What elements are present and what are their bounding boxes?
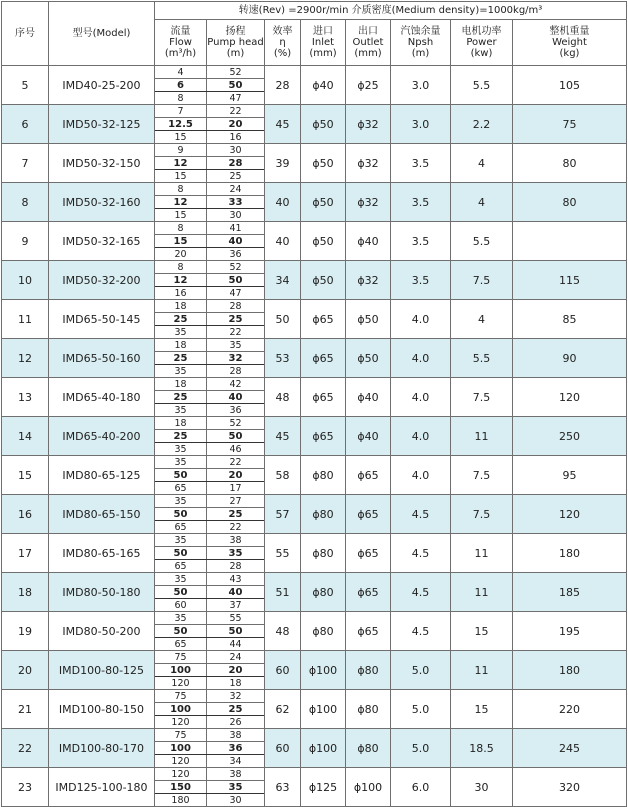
outlet-cell: ϕ80 bbox=[346, 690, 391, 729]
inlet-cell: ϕ65 bbox=[301, 378, 346, 417]
npsh-cell: 4.0 bbox=[391, 339, 451, 378]
efficiency-cell: 51 bbox=[265, 573, 301, 612]
head-value: 20 bbox=[207, 469, 265, 482]
row-number: 23 bbox=[2, 768, 49, 807]
efficiency-cell: 50 bbox=[265, 300, 301, 339]
flow-value: 16 bbox=[155, 287, 207, 300]
outlet-cell: ϕ80 bbox=[346, 729, 391, 768]
row-number: 19 bbox=[2, 612, 49, 651]
head-value: 32 bbox=[207, 690, 265, 703]
weight-cell: 105 bbox=[513, 66, 627, 105]
npsh-cell: 4.5 bbox=[391, 534, 451, 573]
head-value: 50 bbox=[207, 625, 265, 638]
outlet-cell: ϕ65 bbox=[346, 456, 391, 495]
efficiency-cell: 48 bbox=[265, 378, 301, 417]
inlet-cell: ϕ100 bbox=[301, 651, 346, 690]
head-value: 28 bbox=[207, 157, 265, 170]
npsh-cell: 6.0 bbox=[391, 768, 451, 807]
weight-cell: 115 bbox=[513, 261, 627, 300]
weight-cell: 90 bbox=[513, 339, 627, 378]
weight-cell: 250 bbox=[513, 417, 627, 456]
npsh-cell: 5.0 bbox=[391, 729, 451, 768]
header-head: 扬程 Pump head (m) bbox=[207, 20, 265, 66]
flow-value: 8 bbox=[155, 92, 207, 105]
weight-cell: 220 bbox=[513, 690, 627, 729]
weight-cell: 80 bbox=[513, 144, 627, 183]
head-value: 55 bbox=[207, 612, 265, 625]
row-number: 21 bbox=[2, 690, 49, 729]
power-cell: 5.5 bbox=[451, 66, 513, 105]
flow-value: 50 bbox=[155, 586, 207, 599]
table-row bbox=[2, 768, 627, 781]
npsh-cell: 4.5 bbox=[391, 612, 451, 651]
npsh-cell: 3.5 bbox=[391, 144, 451, 183]
npsh-cell: 5.0 bbox=[391, 651, 451, 690]
table-row bbox=[2, 66, 627, 79]
head-value: 36 bbox=[207, 742, 265, 755]
efficiency-cell: 39 bbox=[265, 144, 301, 183]
flow-value: 75 bbox=[155, 729, 207, 742]
efficiency-cell: 57 bbox=[265, 495, 301, 534]
head-value: 36 bbox=[207, 404, 265, 417]
flow-value: 12 bbox=[155, 196, 207, 209]
inlet-cell: ϕ50 bbox=[301, 105, 346, 144]
flow-value: 18 bbox=[155, 378, 207, 391]
flow-value: 100 bbox=[155, 742, 207, 755]
inlet-cell: ϕ50 bbox=[301, 261, 346, 300]
header-outlet: 出口 Outlet (mm) bbox=[346, 20, 391, 66]
weight-cell: 245 bbox=[513, 729, 627, 768]
weight-cell bbox=[513, 222, 627, 261]
header-flow: 流量 Flow (m³/h) bbox=[155, 20, 207, 66]
npsh-cell: 4.5 bbox=[391, 495, 451, 534]
flow-value: 35 bbox=[155, 612, 207, 625]
head-value: 52 bbox=[207, 66, 265, 79]
power-cell: 4 bbox=[451, 183, 513, 222]
model-cell: IMD65-50-160 bbox=[49, 339, 155, 378]
header-weight: 整机重量 Weight (kg) bbox=[513, 20, 627, 66]
outlet-cell: ϕ50 bbox=[346, 300, 391, 339]
npsh-cell: 3.5 bbox=[391, 183, 451, 222]
inlet-cell: ϕ80 bbox=[301, 456, 346, 495]
power-cell: 5.5 bbox=[451, 222, 513, 261]
head-value: 43 bbox=[207, 573, 265, 586]
flow-value: 8 bbox=[155, 183, 207, 196]
model-cell: IMD100-80-125 bbox=[49, 651, 155, 690]
flow-value: 120 bbox=[155, 768, 207, 781]
head-value: 35 bbox=[207, 781, 265, 794]
efficiency-cell: 62 bbox=[265, 690, 301, 729]
efficiency-cell: 28 bbox=[265, 66, 301, 105]
head-value: 22 bbox=[207, 456, 265, 469]
row-number: 7 bbox=[2, 144, 49, 183]
head-value: 34 bbox=[207, 755, 265, 768]
efficiency-cell: 60 bbox=[265, 729, 301, 768]
flow-value: 6 bbox=[155, 79, 207, 92]
model-cell: IMD40-25-200 bbox=[49, 66, 155, 105]
outlet-cell: ϕ25 bbox=[346, 66, 391, 105]
power-cell: 15 bbox=[451, 612, 513, 651]
head-value: 28 bbox=[207, 560, 265, 573]
flow-value: 65 bbox=[155, 560, 207, 573]
flow-value: 18 bbox=[155, 417, 207, 430]
power-cell: 7.5 bbox=[451, 495, 513, 534]
flow-value: 35 bbox=[155, 495, 207, 508]
head-value: 25 bbox=[207, 313, 265, 326]
head-value: 52 bbox=[207, 261, 265, 274]
flow-value: 75 bbox=[155, 651, 207, 664]
row-number: 15 bbox=[2, 456, 49, 495]
table-row bbox=[2, 495, 627, 508]
model-cell: IMD65-50-145 bbox=[49, 300, 155, 339]
weight-cell: 80 bbox=[513, 183, 627, 222]
power-cell: 18.5 bbox=[451, 729, 513, 768]
flow-value: 15 bbox=[155, 209, 207, 222]
table-row bbox=[2, 300, 627, 313]
outlet-cell: ϕ65 bbox=[346, 573, 391, 612]
inlet-cell: ϕ80 bbox=[301, 612, 346, 651]
head-value: 25 bbox=[207, 170, 265, 183]
weight-cell: 180 bbox=[513, 534, 627, 573]
outlet-cell: ϕ32 bbox=[346, 105, 391, 144]
head-value: 28 bbox=[207, 365, 265, 378]
flow-value: 25 bbox=[155, 391, 207, 404]
model-cell: IMD100-80-170 bbox=[49, 729, 155, 768]
head-value: 38 bbox=[207, 768, 265, 781]
inlet-cell: ϕ50 bbox=[301, 183, 346, 222]
npsh-cell: 3.5 bbox=[391, 261, 451, 300]
efficiency-cell: 63 bbox=[265, 768, 301, 807]
outlet-cell: ϕ40 bbox=[346, 378, 391, 417]
flow-value: 50 bbox=[155, 547, 207, 560]
outlet-cell: ϕ32 bbox=[346, 183, 391, 222]
head-value: 30 bbox=[207, 144, 265, 157]
row-number: 9 bbox=[2, 222, 49, 261]
weight-cell: 95 bbox=[513, 456, 627, 495]
flow-value: 120 bbox=[155, 755, 207, 768]
flow-value: 150 bbox=[155, 781, 207, 794]
flow-value: 12 bbox=[155, 157, 207, 170]
table-row bbox=[2, 690, 627, 703]
flow-value: 35 bbox=[155, 573, 207, 586]
head-value: 46 bbox=[207, 443, 265, 456]
table-row bbox=[2, 378, 627, 391]
header-speed-density: 转速(Rev) =2900r/min 介质密度(Medium density)=1000kg/m³ bbox=[155, 2, 627, 20]
outlet-cell: ϕ65 bbox=[346, 495, 391, 534]
row-number: 10 bbox=[2, 261, 49, 300]
efficiency-cell: 40 bbox=[265, 183, 301, 222]
flow-value: 18 bbox=[155, 300, 207, 313]
head-value: 22 bbox=[207, 521, 265, 534]
model-cell: IMD50-32-160 bbox=[49, 183, 155, 222]
efficiency-cell: 58 bbox=[265, 456, 301, 495]
flow-value: 12.5 bbox=[155, 118, 207, 131]
model-cell: IMD100-80-150 bbox=[49, 690, 155, 729]
header-npsh: 汽蚀余量 Npsh (m) bbox=[391, 20, 451, 66]
power-cell: 11 bbox=[451, 651, 513, 690]
table-row bbox=[2, 417, 627, 430]
efficiency-cell: 48 bbox=[265, 612, 301, 651]
npsh-cell: 3.0 bbox=[391, 66, 451, 105]
flow-value: 7 bbox=[155, 105, 207, 118]
weight-cell: 120 bbox=[513, 378, 627, 417]
model-cell: IMD50-32-165 bbox=[49, 222, 155, 261]
head-value: 40 bbox=[207, 586, 265, 599]
inlet-cell: ϕ80 bbox=[301, 573, 346, 612]
header-power: 电机功率 Power (kw) bbox=[451, 20, 513, 66]
head-value: 27 bbox=[207, 495, 265, 508]
flow-value: 15 bbox=[155, 131, 207, 144]
head-value: 24 bbox=[207, 651, 265, 664]
inlet-cell: ϕ65 bbox=[301, 300, 346, 339]
flow-value: 65 bbox=[155, 638, 207, 651]
row-number: 16 bbox=[2, 495, 49, 534]
flow-value: 9 bbox=[155, 144, 207, 157]
flow-value: 25 bbox=[155, 313, 207, 326]
flow-value: 50 bbox=[155, 469, 207, 482]
row-number: 18 bbox=[2, 573, 49, 612]
row-number: 12 bbox=[2, 339, 49, 378]
flow-value: 25 bbox=[155, 430, 207, 443]
efficiency-cell: 45 bbox=[265, 417, 301, 456]
power-cell: 7.5 bbox=[451, 378, 513, 417]
model-cell: IMD80-50-180 bbox=[49, 573, 155, 612]
outlet-cell: ϕ32 bbox=[346, 261, 391, 300]
table-row bbox=[2, 729, 627, 742]
power-cell: 30 bbox=[451, 768, 513, 807]
table-row bbox=[2, 534, 627, 547]
head-value: 37 bbox=[207, 599, 265, 612]
header-inlet: 进口 Inlet (mm) bbox=[301, 20, 346, 66]
head-value: 35 bbox=[207, 547, 265, 560]
head-value: 38 bbox=[207, 729, 265, 742]
efficiency-cell: 53 bbox=[265, 339, 301, 378]
inlet-cell: ϕ40 bbox=[301, 66, 346, 105]
head-value: 33 bbox=[207, 196, 265, 209]
outlet-cell: ϕ80 bbox=[346, 651, 391, 690]
power-cell: 15 bbox=[451, 690, 513, 729]
flow-value: 120 bbox=[155, 716, 207, 729]
flow-value: 15 bbox=[155, 170, 207, 183]
power-cell: 7.5 bbox=[451, 456, 513, 495]
model-cell: IMD50-32-200 bbox=[49, 261, 155, 300]
flow-value: 60 bbox=[155, 599, 207, 612]
head-value: 38 bbox=[207, 534, 265, 547]
power-cell: 2.2 bbox=[451, 105, 513, 144]
row-number: 14 bbox=[2, 417, 49, 456]
table-row bbox=[2, 105, 627, 118]
outlet-cell: ϕ50 bbox=[346, 339, 391, 378]
weight-cell: 195 bbox=[513, 612, 627, 651]
flow-value: 75 bbox=[155, 690, 207, 703]
weight-cell: 120 bbox=[513, 495, 627, 534]
head-value: 20 bbox=[207, 664, 265, 677]
flow-value: 8 bbox=[155, 261, 207, 274]
head-value: 40 bbox=[207, 391, 265, 404]
flow-value: 4 bbox=[155, 66, 207, 79]
inlet-cell: ϕ50 bbox=[301, 222, 346, 261]
spec-table-container bbox=[1, 1, 627, 807]
flow-value: 35 bbox=[155, 404, 207, 417]
row-number: 6 bbox=[2, 105, 49, 144]
model-cell: IMD65-40-180 bbox=[49, 378, 155, 417]
flow-value: 35 bbox=[155, 443, 207, 456]
head-value: 47 bbox=[207, 287, 265, 300]
model-cell: IMD50-32-150 bbox=[49, 144, 155, 183]
flow-value: 15 bbox=[155, 235, 207, 248]
npsh-cell: 5.0 bbox=[391, 690, 451, 729]
head-value: 41 bbox=[207, 222, 265, 235]
efficiency-cell: 34 bbox=[265, 261, 301, 300]
row-number: 13 bbox=[2, 378, 49, 417]
head-value: 25 bbox=[207, 703, 265, 716]
npsh-cell: 4.0 bbox=[391, 456, 451, 495]
flow-value: 35 bbox=[155, 326, 207, 339]
efficiency-cell: 60 bbox=[265, 651, 301, 690]
flow-value: 35 bbox=[155, 365, 207, 378]
pump-spec-table bbox=[1, 1, 627, 807]
inlet-cell: ϕ125 bbox=[301, 768, 346, 807]
outlet-cell: ϕ100 bbox=[346, 768, 391, 807]
npsh-cell: 4.0 bbox=[391, 300, 451, 339]
model-cell: IMD125-100-180 bbox=[49, 768, 155, 807]
flow-value: 35 bbox=[155, 534, 207, 547]
head-value: 28 bbox=[207, 300, 265, 313]
table-row bbox=[2, 573, 627, 586]
table-row bbox=[2, 651, 627, 664]
power-cell: 11 bbox=[451, 573, 513, 612]
head-value: 50 bbox=[207, 430, 265, 443]
inlet-cell: ϕ65 bbox=[301, 339, 346, 378]
head-value: 22 bbox=[207, 326, 265, 339]
outlet-cell: ϕ32 bbox=[346, 144, 391, 183]
npsh-cell: 4.0 bbox=[391, 378, 451, 417]
power-cell: 7.5 bbox=[451, 261, 513, 300]
head-value: 24 bbox=[207, 183, 265, 196]
outlet-cell: ϕ65 bbox=[346, 534, 391, 573]
flow-value: 65 bbox=[155, 482, 207, 495]
table-row bbox=[2, 612, 627, 625]
efficiency-cell: 45 bbox=[265, 105, 301, 144]
flow-value: 35 bbox=[155, 456, 207, 469]
inlet-cell: ϕ100 bbox=[301, 729, 346, 768]
header-model: 型号(Model) bbox=[49, 2, 155, 66]
power-cell: 11 bbox=[451, 417, 513, 456]
header-no: 序号 bbox=[2, 2, 49, 66]
row-number: 22 bbox=[2, 729, 49, 768]
head-value: 22 bbox=[207, 105, 265, 118]
head-value: 40 bbox=[207, 235, 265, 248]
head-value: 42 bbox=[207, 378, 265, 391]
model-cell: IMD65-40-200 bbox=[49, 417, 155, 456]
weight-cell: 75 bbox=[513, 105, 627, 144]
weight-cell: 85 bbox=[513, 300, 627, 339]
npsh-cell: 4.0 bbox=[391, 417, 451, 456]
table-row bbox=[2, 456, 627, 469]
head-value: 36 bbox=[207, 248, 265, 261]
head-value: 30 bbox=[207, 794, 265, 807]
model-cell: IMD50-32-125 bbox=[49, 105, 155, 144]
table-body bbox=[2, 66, 627, 807]
head-value: 35 bbox=[207, 339, 265, 352]
efficiency-cell: 55 bbox=[265, 534, 301, 573]
head-value: 50 bbox=[207, 79, 265, 92]
row-number: 20 bbox=[2, 651, 49, 690]
model-cell: IMD80-65-165 bbox=[49, 534, 155, 573]
table-row bbox=[2, 261, 627, 274]
model-cell: IMD80-65-150 bbox=[49, 495, 155, 534]
model-cell: IMD80-50-200 bbox=[49, 612, 155, 651]
weight-cell: 185 bbox=[513, 573, 627, 612]
outlet-cell: ϕ65 bbox=[346, 612, 391, 651]
power-cell: 5.5 bbox=[451, 339, 513, 378]
head-value: 30 bbox=[207, 209, 265, 222]
head-value: 32 bbox=[207, 352, 265, 365]
weight-cell: 320 bbox=[513, 768, 627, 807]
inlet-cell: ϕ50 bbox=[301, 144, 346, 183]
npsh-cell: 3.0 bbox=[391, 105, 451, 144]
flow-value: 65 bbox=[155, 521, 207, 534]
row-number: 5 bbox=[2, 66, 49, 105]
head-value: 47 bbox=[207, 92, 265, 105]
table-row bbox=[2, 222, 627, 235]
row-number: 8 bbox=[2, 183, 49, 222]
head-value: 26 bbox=[207, 716, 265, 729]
inlet-cell: ϕ100 bbox=[301, 690, 346, 729]
power-cell: 11 bbox=[451, 534, 513, 573]
flow-value: 20 bbox=[155, 248, 207, 261]
head-value: 50 bbox=[207, 274, 265, 287]
flow-value: 180 bbox=[155, 794, 207, 807]
inlet-cell: ϕ80 bbox=[301, 534, 346, 573]
flow-value: 100 bbox=[155, 664, 207, 677]
weight-cell: 180 bbox=[513, 651, 627, 690]
flow-value: 18 bbox=[155, 339, 207, 352]
head-value: 18 bbox=[207, 677, 265, 690]
table-row bbox=[2, 144, 627, 157]
row-number: 17 bbox=[2, 534, 49, 573]
head-value: 16 bbox=[207, 131, 265, 144]
table-row bbox=[2, 183, 627, 196]
flow-value: 25 bbox=[155, 352, 207, 365]
flow-value: 50 bbox=[155, 508, 207, 521]
flow-value: 50 bbox=[155, 625, 207, 638]
npsh-cell: 3.5 bbox=[391, 222, 451, 261]
outlet-cell: ϕ40 bbox=[346, 417, 391, 456]
head-value: 25 bbox=[207, 508, 265, 521]
efficiency-cell: 40 bbox=[265, 222, 301, 261]
head-value: 20 bbox=[207, 118, 265, 131]
power-cell: 4 bbox=[451, 300, 513, 339]
power-cell: 4 bbox=[451, 144, 513, 183]
flow-value: 12 bbox=[155, 274, 207, 287]
npsh-cell: 4.5 bbox=[391, 573, 451, 612]
inlet-cell: ϕ80 bbox=[301, 495, 346, 534]
flow-value: 8 bbox=[155, 222, 207, 235]
flow-value: 120 bbox=[155, 677, 207, 690]
head-value: 44 bbox=[207, 638, 265, 651]
head-value: 17 bbox=[207, 482, 265, 495]
row-number: 11 bbox=[2, 300, 49, 339]
table-row bbox=[2, 339, 627, 352]
inlet-cell: ϕ65 bbox=[301, 417, 346, 456]
flow-value: 100 bbox=[155, 703, 207, 716]
head-value: 52 bbox=[207, 417, 265, 430]
outlet-cell: ϕ40 bbox=[346, 222, 391, 261]
model-cell: IMD80-65-125 bbox=[49, 456, 155, 495]
header-efficiency: 效率 η (%) bbox=[265, 20, 301, 66]
